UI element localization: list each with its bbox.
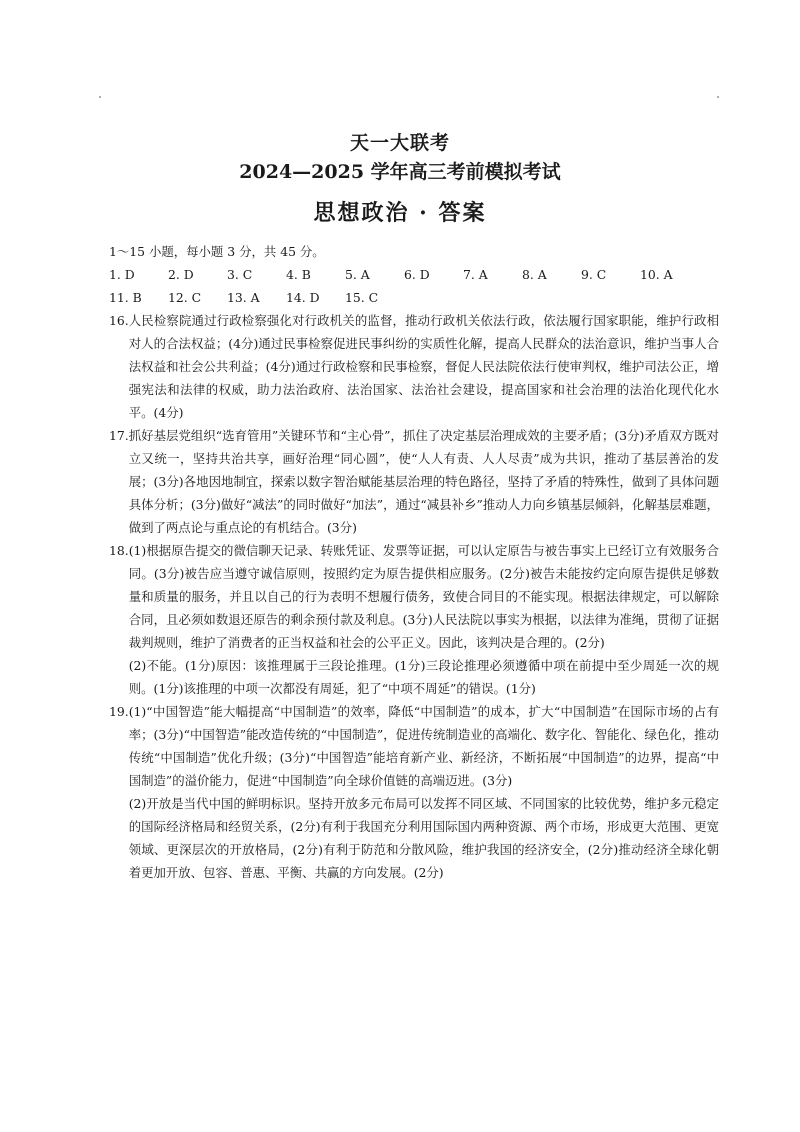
mc-answer: 4. B bbox=[286, 267, 311, 282]
mc-answer: 9. C bbox=[581, 267, 607, 282]
mc-answer: 2. D bbox=[168, 267, 194, 282]
question-number: 17. bbox=[109, 428, 129, 443]
question-answer-part-1: (1)根据原告提交的微信聊天记录、转账凭证、发票等证据，可以认定原告与被告事实上已经订立有效服务合同。(3分)被告应当遵守诚信原则，按照约定为原告提供相应服务。(2分)被告未能按约定向原告提供足够数量和质量的服务，并且以自己的行为表明不想履行债务，致使合同目的不能实现。根据法律规定，可以解除合同，且必须如数退还原告的剩余预付款及利息。(3分)人民法院以事实为根据，以法律为准绳，贯彻了证据裁判规则，维护了消费者的正当权益和社会的公平正义。因此，该判决是合理的。(2分) bbox=[128, 543, 719, 650]
question-answer-part-2: (2)不能。(1分)原因：该推理属于三段论推理。(1分)三段论推理必须遵循中项在前提中至少周延一次的规则。(1分)该推理的中项一次都没有周延，犯了“中项不周延”的错误。(1分) bbox=[128, 658, 719, 696]
mc-answer: 11. B bbox=[109, 290, 142, 305]
question-number: 19. bbox=[109, 704, 129, 719]
question-19 bbox=[109, 700, 719, 884]
question-17 bbox=[109, 424, 719, 539]
mc-answer: 6. D bbox=[404, 267, 430, 282]
mc-answer: 8. A bbox=[522, 267, 547, 282]
mc-answer: 5. A bbox=[345, 267, 370, 282]
mc-answer: 15. C bbox=[345, 290, 379, 305]
mc-answer: 7. A bbox=[463, 267, 488, 282]
scan-speck bbox=[717, 96, 719, 98]
question-18 bbox=[109, 539, 719, 700]
question-number: 18. bbox=[109, 543, 129, 558]
mc-answer-grid bbox=[109, 263, 719, 309]
mc-answer: 3. C bbox=[227, 267, 253, 282]
question-answer-part-2: (2)开放是当代中国的鲜明标识。坚持开放多元布局可以发挥不同区域、不同国家的比较优势，维护多元稳定的国际经济格局和经贸关系，(2分)有利于我国充分利用国际国内两种资源、两个市场，形成更大范围、更宽领域、更深层次的开放格局，(2分)有利于防范和分散风险，维护我国的经济安全，(2分)推动经济全球化朝着更加开放、包容、普惠、平衡、共赢的方向发展。(2分) bbox=[128, 796, 719, 880]
mc-answer: 12. C bbox=[168, 290, 202, 305]
question-16 bbox=[109, 309, 719, 424]
mc-answer: 14. D bbox=[286, 290, 320, 305]
exam-series-title: 天一大联考 bbox=[349, 132, 450, 154]
subject-title: 思想政治 · 答案 bbox=[313, 200, 487, 226]
question-answer: 抓好基层党组织“选育管用”关键环节和“主心骨”，抓住了决定基层治理成效的主要矛盾；(3分)矛盾双方既对立又统一，坚持共治共享，画好治理“同心圆”，使“人人有责、人人尽责”成为共识，推动了基层善治的发展；(3分)各地因地制宜，探索以数字智治赋能基层治理的特色路径，坚持了矛盾的特殊性，做到了具体问题具体分析；(3分)做好“减法”的同时做好“加法”，通过“减县补乡”推动人力向乡镇基层倾斜，化解基层难题，做到了两点论与重点论的有机结合。(3分) bbox=[128, 428, 719, 535]
question-answer-part-1: (1)“中国智造”能大幅提高“中国制造”的效率，降低“中国制造”的成本，扩大“中国制造”在国际市场的占有率；(3分)“中国智造”能改造传统的“中国制造”，促进传统制造业的高端化、数字化、智能化、绿色化，推动传统“中国制造”优化升级；(3分)“中国智造”能培育新产业、新经济，不断拓展“中国制造”的边界，提高“中国制造”的溢价能力，促进“中国制造”向全球价值链的高端迈进。(3分) bbox=[128, 704, 719, 788]
answer-body bbox=[109, 240, 719, 884]
question-number: 16. bbox=[109, 313, 129, 328]
scan-speck bbox=[99, 96, 101, 98]
question-answer: 人民检察院通过行政检察强化对行政机关的监督，推动行政机关依法行政，依法履行国家职能，维护行政相对人的合法权益；(4分)通过民事检察促进民事纠纷的实质性化解，提高人民群众的法治意识，维护当事人合法权益和社会公共利益；(4分)通过行政检察和民事检察，督促人民法院依法行使审判权，维护司法公正，增强宪法和法律的权威，助力法治政府、法治国家、法治社会建设，提高国家和社会治理的法治化现代化水平。(4分) bbox=[128, 313, 719, 420]
mc-answer: 1. D bbox=[109, 267, 135, 282]
mc-intro: 1～15 小题，每小题 3 分，共 45 分。 bbox=[109, 244, 325, 259]
mc-answer: 10. A bbox=[640, 267, 673, 282]
mc-answer: 13. A bbox=[227, 290, 260, 305]
exam-title: 2024—2025 学年高三考前模拟考试 bbox=[239, 161, 561, 183]
